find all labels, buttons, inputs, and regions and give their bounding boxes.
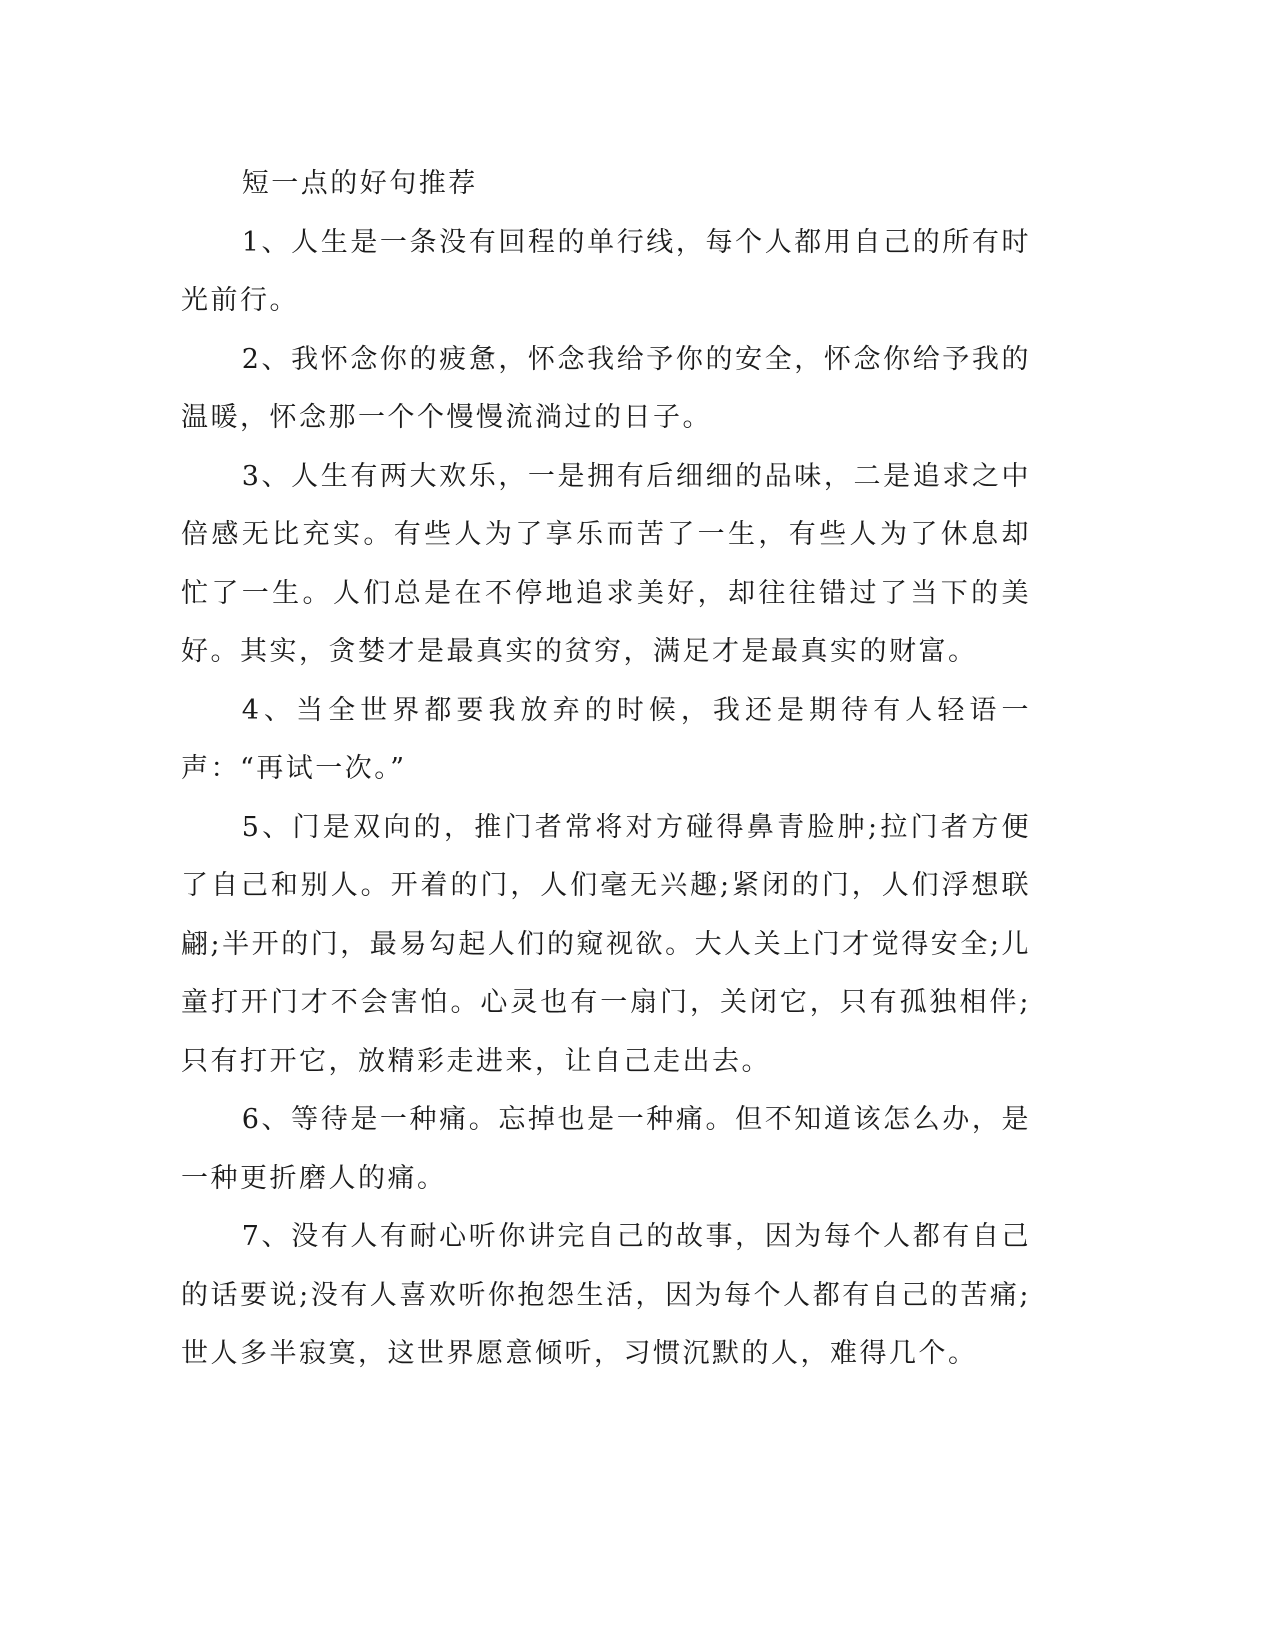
document-title: 短一点的好句推荐 xyxy=(241,168,478,199)
paragraph-3: 3、人生有两大欢乐，一是拥有后细细的品味，二是追求之中倍感无比充实。有些人为了享乐而苦了一生，有些人为了休息却忙了一生。人们总是在不停地追求美好，却往往错过了当下的美好。其实，贪婪才是最真实的贫穷，满足才是最真实的财富。 xyxy=(181,460,1031,667)
paragraph-6: 6、等待是一种痛。忘掉也是一种痛。但不知道该怎么办，是一种更折磨人的痛。 xyxy=(181,1104,1031,1194)
paragraph-7: 7、没有人有耐心听你讲完自己的故事，因为每个人都有自己的话要说;没有人喜欢听你抱怨生活，因为每个人都有自己的苦痛;世人多半寂寞，这世界愿意倾听，习惯沉默的人，难得几个。 xyxy=(181,1221,1031,1369)
document-body xyxy=(181,155,1031,1384)
paragraph-5: 5、门是双向的，推门者常将对方碰得鼻青脸肿;拉门者方便了自己和别人。开着的门，人们毫无兴趣;紧闭的门，人们浮想联翩;半开的门，最易勾起人们的窥视欲。大人关上门才觉得安全;儿童打开门才不会害怕。心灵也有一扇门，关闭它，只有孤独相伴;只有打开它，放精彩走进来，让自己走出去。 xyxy=(181,811,1031,1077)
paragraph-4: 4、当全世界都要我放弃的时候，我还是期待有人轻语一声：“再试一次。” xyxy=(181,694,1031,784)
paragraph-2: 2、我怀念你的疲惫，怀念我给予你的安全，怀念你给予我的温暖，怀念那一个个慢慢流淌过的日子。 xyxy=(181,343,1031,433)
paragraph-1: 1、人生是一条没有回程的单行线，每个人都用自己的所有时光前行。 xyxy=(181,226,1031,316)
